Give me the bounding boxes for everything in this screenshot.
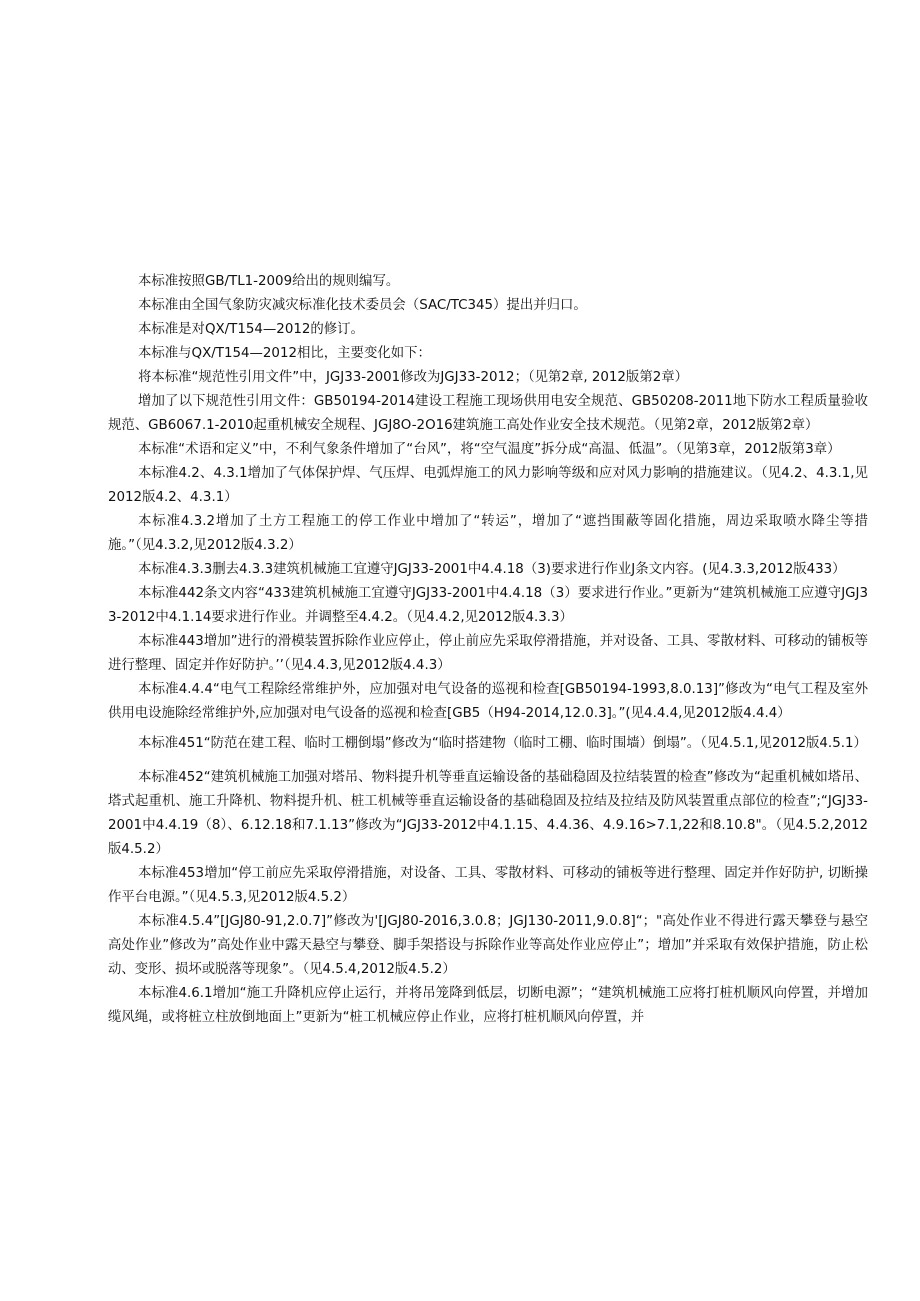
paragraph: 本标准451“防范在建工程、临时工棚倒塌”修改为“临时搭建物（临时工棚、临时围墙）倒塌”。（见4.5.1,见2012版4.5.1） <box>138 736 867 751</box>
paragraph: 本标准4.5.4”[JGJ80-91,2.0.7]”修改为'[JGJ80-2016,3.0.8；JGJ130-2011,9.0.8]“；"高处作业不得进行露天攀登与悬空高处作业”修改为”高处作业中露天悬空与攀登、脚手架搭设与拆除作业等高处作业应停止”；增加”并采取有效保护措施，防止松动、变形、损坏或脱落等现象”。（见4.5.4,2012版4.5.2） <box>108 914 868 977</box>
paragraph: 本标准按照GB/TL1-2009给出的规则编写。 <box>138 274 400 289</box>
paragraph: 本标准4.3.2增加了土方工程施工的停工作业中增加了“转运”，增加了“遮挡围蔽等固化措施，周边采取喷水降尘等措施。”（见4.3.2,见2012版4.3.2） <box>108 514 868 553</box>
paragraph: 将本标准“规范性引用文件”中，JGJ33-2001修改为JGJ33-2012；（见第2章, 2012版第2章） <box>138 370 689 385</box>
paragraph: 本标准452“建筑机械施工加强对塔吊、物料提升机等垂直运输设备的基础稳固及拉结装置的检查”修改为“起重机械如塔吊、塔式起重机、施工升降机、物料提升机、桩工机械等垂直运输设备的基础稳固及拉结及拉结及防风装置重点部位的检查”;“JGJ33-2001中4.4.19（8）、6.12.18和7.1.13”修改为“JGJ33-2012中4.1.15、4.4.36、4.9.16>7.1,22和8.10.8"。（见4.5.2,2012版4.5.2） <box>108 770 868 857</box>
paragraph: 本标准453增加“停工前应先采取停滑措施，对设备、工具、零散材料、可移动的铺板等进行整理、固定并作好防护, 切断操作平台电源。”（见4.5.3,见2012版4.5.2） <box>108 866 868 905</box>
paragraph: 本标准是对QX/T154—2012的修订。 <box>138 322 364 337</box>
paragraph: 本标准与QX/T154—2012相比，主要变化如下： <box>138 346 431 361</box>
paragraph: 本标准442条文内容“433建筑机械施工宜遵守JGJ33-2001中4.4.18（3）要求进行作业。”更新为“建筑机械施工应遵守JGJ33-2012中4.1.14要求进行作业。并调整至4.4.2。（见4.4.2,见2012版4.3.3） <box>108 586 868 625</box>
paragraph: 增加了以下规范性引用文件：GB50194-2014建设工程施工现场供用电安全规范、GB50208-2011地下防水工程质量验收规范、GB6067.1-2010起重机械安全规程、JGJ8O-2O16建筑施工高处作业安全技术规范。（见第2章，2012版第2章） <box>108 394 868 433</box>
paragraph: 本标准4.4.4“电气工程除经常维护外，应加强对电气设备的巡视和检查[GB50194-1993,8.0.13]”修改为“电气工程及室外供用电设施除经常维护外,应加强对电气设备的巡视和检查[GB5（H94-2014,12.0.3]。”(见4.4.4,见2012版4.4.4） <box>108 682 868 721</box>
paragraph: 本标准“术语和定义”中，不利气象条件增加了“台风”，将“空气温度”拆分成“高温、低温”。（见第3章，2012版第3章） <box>138 442 841 457</box>
paragraph: 本标准4.2、4.3.1增加了气体保护焊、气压焊、电弧焊施工的风力影响等级和应对风力影响的措施建议。（见4.2、4.3.1,见2012版4.2、4.3.1） <box>108 466 868 505</box>
document-body <box>108 270 868 1030</box>
paragraph: 本标准4.3.3删去4.3.3建筑机械施工宜遵守JGJ33-2001中4.4.18（3)要求进行作业J条文内容。(见4.3.3,2012版433） <box>138 562 846 577</box>
paragraph: 本标准4.6.1增加“施工升降机应停止运行，并将吊笼降到低层，切断电源”；“建筑机械施工应将打桩机顺风向停置，并增加缆风绳，或将桩立柱放倒地面上”更新为“桩工机械应停止作业，应将打桩机顺风向停置，并 <box>108 986 868 1025</box>
paragraph: 本标准443增加”进行的滑模装置拆除作业应停止，停止前应先采取停滑措施，并对设备、工具、零散材料、可移动的铺板等进行整理、固定并作好防护。’’（见4.4.3,见2012版4.4.3） <box>108 634 868 673</box>
paragraph: 本标准由全国气象防灾减灾标准化技术委员会（SAC/TC345）提出并归口。 <box>138 298 587 313</box>
